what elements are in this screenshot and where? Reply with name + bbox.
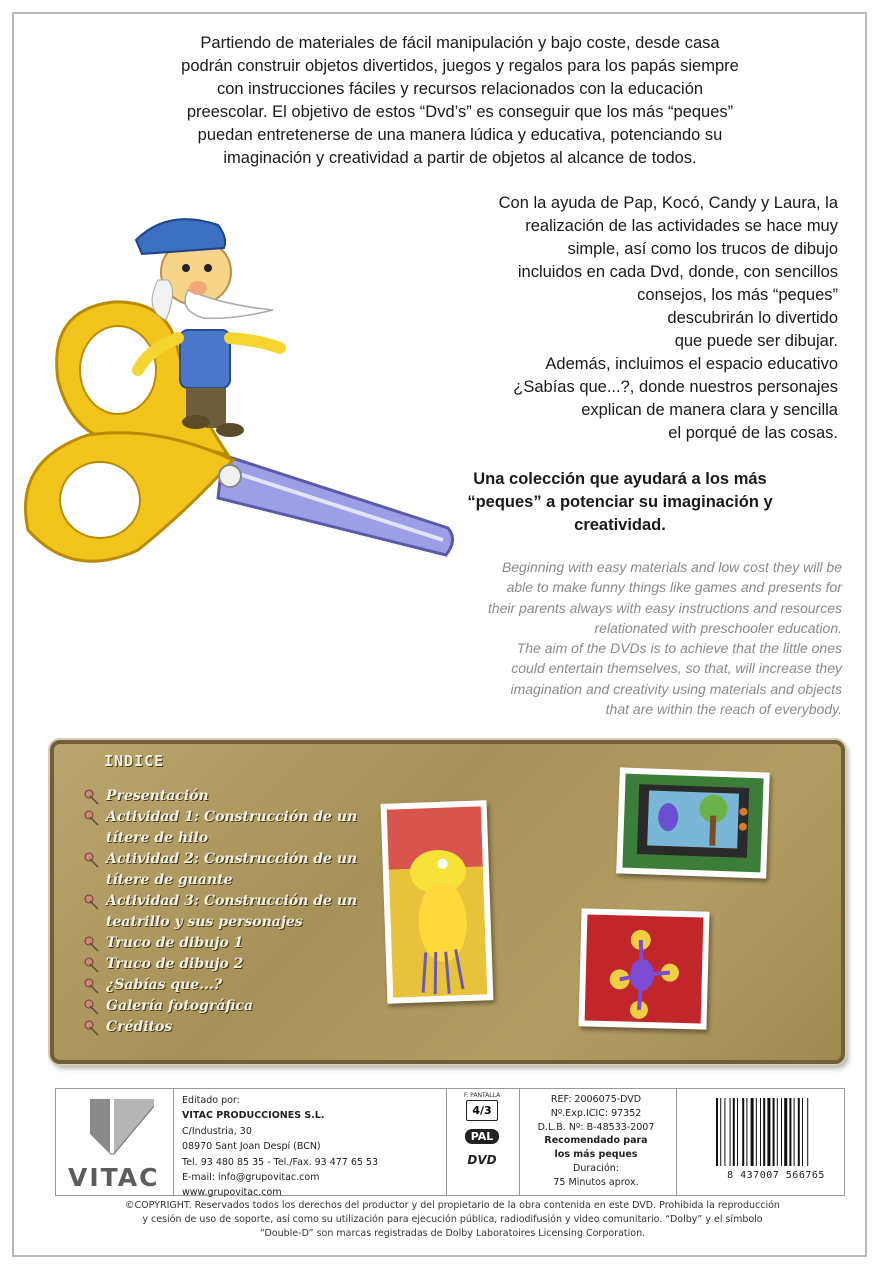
english-line: could entertain themselves, so that, will increase they (511, 660, 842, 677)
barcode-bar (720, 1098, 721, 1166)
index-title: INDICE (104, 752, 165, 770)
barcode-icon (712, 1098, 840, 1168)
pushpin-icon (84, 894, 100, 910)
barcode-bar (746, 1098, 747, 1166)
index-item-label: Actividad 1: Construcción de un títere de hilo (106, 809, 358, 846)
copyright-line: y cesión de uso de soporte, así como su utilización para ejecución pública, radiodifusión y video comunitario. “Dolby” y el símbolo (142, 1214, 763, 1225)
index-list (82, 786, 382, 1038)
publisher-address-1: C/Industria, 30 (182, 1125, 252, 1137)
reference-info (520, 1093, 672, 1190)
pushpin-icon (84, 999, 100, 1015)
barcode-bar (763, 1098, 765, 1166)
screen-format-label: F. PANTALLA (463, 1092, 501, 1099)
characters-line: consejos, los más “peques” (637, 286, 838, 304)
collection-tagline (420, 468, 820, 537)
index-item-label: ¿Sabías que...? (106, 977, 223, 993)
index-item-label: Galería fotográfica (106, 998, 254, 1014)
publisher-info (182, 1093, 378, 1201)
tagline-line: Una colección que ayudará a los más (473, 470, 767, 488)
index-item-actividad-1[interactable] (82, 807, 382, 849)
english-line: The aim of the DVDs is to achieve that the little ones (516, 640, 842, 657)
index-item-galeria[interactable] (82, 996, 382, 1017)
barcode-bar (737, 1098, 738, 1166)
tagline-line: “peques” a potenciar su imaginación y (467, 493, 773, 511)
english-line: relationated with preschooler education. (594, 619, 842, 636)
index-item-actividad-2[interactable] (82, 849, 382, 891)
index-item-actividad-3[interactable] (82, 891, 382, 933)
edited-by-label: Editado por: (182, 1095, 240, 1106)
pushpin-icon (84, 957, 100, 973)
barcode-bar (773, 1098, 775, 1166)
barcode-number: 8 437007 566765 (727, 1170, 825, 1181)
format-column (450, 1092, 514, 1167)
index-item-label: Truco de dibujo 2 (106, 956, 244, 972)
copyright-line: “Double-D” son marcas registradas de Dolby Laboratoires Licensing Corporation. (259, 1228, 646, 1239)
pushpin-icon (84, 789, 100, 805)
pushpin-icon (84, 936, 100, 952)
characters-line: descubrirán lo divertido (667, 309, 838, 327)
pushpin-icon (84, 978, 100, 994)
barcode-bar (742, 1098, 744, 1166)
publisher-name: VITAC PRODUCCIONES S.L. (182, 1110, 325, 1122)
barcode-bar (798, 1098, 800, 1166)
barcode-bar (802, 1098, 803, 1166)
intro-line: imaginación y creatividad a partir de objetos al alcance de todos. (223, 149, 697, 167)
index-item-presentacion[interactable] (82, 786, 382, 807)
barcode-bar (781, 1098, 782, 1166)
intro-line: puedan entretenerse de una manera lúdica y educativa, potenciando su (197, 126, 723, 144)
scissor-pivot-icon (219, 465, 241, 487)
ref-code: REF: 2006075-DVD (550, 1094, 642, 1105)
photo-glove-puppet (578, 908, 709, 1029)
english-line: imagination and creativity using materials and objects (510, 680, 842, 697)
copyright-line: ©COPYRIGHT. Reservados todos los derechos del productor y del propietario de la obra contenida en este DVD. Prohibida la reproducción (125, 1200, 780, 1211)
characters-line: ¿Sabías que...?, donde nuestros personajes (513, 378, 838, 396)
barcode-bar (760, 1098, 761, 1166)
english-description (380, 557, 842, 719)
copyright-notice (55, 1199, 850, 1241)
intro-line: Partiendo de materiales de fácil manipulación y bajo coste, desde casa (200, 34, 720, 52)
index-item-creditos[interactable] (82, 1017, 382, 1038)
index-item-truco-2[interactable] (82, 954, 382, 975)
pushpin-icon (84, 852, 100, 868)
intro-line: podrán construir objetos divertidos, juegos y regalos para los papás siempre (181, 57, 739, 75)
info-divider (446, 1089, 447, 1195)
photo-theatre (616, 767, 770, 878)
publisher-web[interactable]: www.grupovitac.com (182, 1187, 282, 1199)
characters-line: explican de manera clara y sencilla (581, 401, 838, 419)
recommended-label: Recomendado para (544, 1135, 648, 1147)
barcode-bar (807, 1098, 808, 1166)
barcode-bar (751, 1098, 754, 1166)
legal-deposit: D.L.B. Nº: B-48533-2007 (537, 1121, 655, 1133)
barcode-bar (724, 1098, 725, 1166)
duration-value: 75 Minutos aprox. (553, 1176, 639, 1188)
intro-paragraph-es (120, 32, 800, 170)
index-item-label: Truco de dibujo 1 (106, 935, 244, 951)
barcode-bar (794, 1098, 795, 1166)
index-item-label: Créditos (106, 1019, 173, 1035)
index-item-sabias-que[interactable] (82, 975, 382, 996)
aspect-ratio-badge: 4/3 (466, 1100, 497, 1121)
characters-line: el porqué de las cosas. (668, 424, 838, 442)
info-divider (676, 1089, 677, 1195)
publisher-email[interactable]: E-mail: info@grupovitac.com (182, 1172, 320, 1184)
audience-label: los más peques (554, 1149, 638, 1161)
vitac-logo-text: VITAC (68, 1163, 160, 1192)
intro-line: preescolar. El objetivo de estos “Dvd’s” es conseguir que los más “peques” (186, 103, 734, 121)
photo-string-puppet (381, 800, 494, 1004)
barcode-bar (767, 1098, 770, 1166)
publisher-address-2: 08970 Sant Joan Despí (BCN) (182, 1141, 321, 1153)
characters-line: realización de las actividades se hace muy (525, 217, 838, 235)
index-item-label: Presentación (106, 788, 209, 804)
pushpin-icon (84, 810, 100, 826)
tagline-line: creatividad. (574, 516, 666, 534)
index-item-truco-1[interactable] (82, 933, 382, 954)
index-item-label: Actividad 3: Construcción de un teatrillo y sus personajes (106, 893, 358, 930)
barcode-bar (756, 1098, 757, 1166)
publisher-phone: Tel. 93 480 85 35 - Tel./Fax. 93 477 65 53 (182, 1156, 379, 1168)
characters-line: Además, incluimos el espacio educativo (545, 355, 838, 373)
characters-line: Con la ayuda de Pap, Kocó, Candy y Laura, la (498, 194, 838, 212)
barcode-bar (733, 1098, 735, 1166)
characters-line: que puede ser dibujar. (674, 332, 838, 350)
barcode-bar (716, 1098, 718, 1166)
icic-number: Nº.Exp.ICIC: 97352 (550, 1107, 642, 1119)
english-line: their parents always with easy instructions and resources (487, 599, 842, 616)
pal-badge: PAL (465, 1129, 500, 1144)
pushpin-icon (84, 1020, 100, 1036)
english-line: that are within the reach of everybody. (605, 701, 842, 718)
intro-line: con instrucciones fáciles y recursos relacionados con la educación (216, 80, 704, 98)
english-line: Beginning with easy materials and low cost they will be (501, 559, 842, 575)
barcode-bar (789, 1098, 791, 1166)
characters-line: incluidos en cada Dvd, donde, con sencillos (517, 263, 838, 281)
scissors-character-illustration (18, 210, 458, 580)
barcode-bar (784, 1098, 787, 1166)
info-divider (173, 1089, 174, 1195)
duration-label: Duración: (573, 1162, 619, 1174)
dvd-video-logo: DVD (467, 1153, 497, 1167)
barcode-bar (777, 1098, 778, 1166)
index-item-label: Actividad 2: Construcción de un títere de guante (106, 851, 358, 888)
english-line: able to make funny things like games and presents for (506, 579, 842, 596)
characters-line: simple, así como los trucos de dibujo (567, 240, 838, 258)
barcode-bar (730, 1098, 731, 1166)
